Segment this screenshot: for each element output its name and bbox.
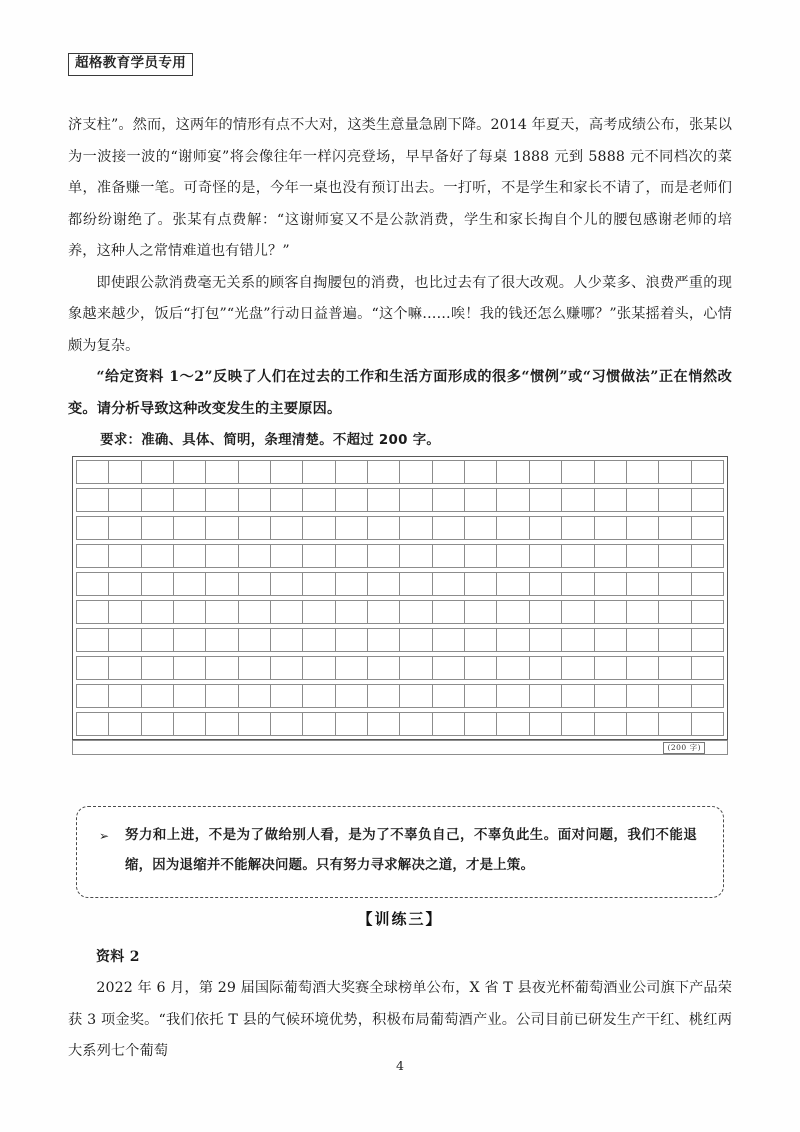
answer-grid-cell[interactable] (77, 657, 109, 680)
answer-grid-cell[interactable] (303, 601, 335, 624)
answer-grid-cell[interactable] (239, 489, 271, 512)
answer-grid-cell[interactable] (109, 657, 141, 680)
section-heading-training-three: 【训练三】 (357, 910, 443, 928)
answer-grid-cell[interactable] (368, 517, 400, 540)
answer-grid-cell[interactable] (368, 713, 400, 736)
answer-grid-cell[interactable] (174, 461, 206, 484)
answer-grid-cell[interactable] (530, 713, 562, 736)
answer-grid-cell[interactable] (174, 685, 206, 708)
body-text-block (68, 110, 732, 457)
answer-grid-row[interactable] (76, 684, 724, 708)
answer-grid-cell[interactable] (530, 601, 562, 624)
answer-grid-cell[interactable] (465, 657, 497, 680)
answer-grid-cell[interactable] (433, 545, 465, 568)
answer-grid-cell[interactable] (109, 461, 141, 484)
answer-grid-cell[interactable] (497, 601, 529, 624)
answer-grid-cell[interactable] (400, 601, 432, 624)
answer-grid-cell[interactable] (206, 685, 238, 708)
answer-grid-container (72, 456, 728, 755)
answer-grid-cell[interactable] (239, 461, 271, 484)
answer-grid-cell[interactable] (659, 545, 691, 568)
answer-grid-cell[interactable] (239, 657, 271, 680)
answer-grid-cell[interactable] (336, 713, 368, 736)
answer-grid-cell[interactable] (368, 601, 400, 624)
answer-grid-cell[interactable] (336, 629, 368, 652)
answer-grid-cell[interactable] (692, 713, 723, 736)
answer-grid-row[interactable] (76, 488, 724, 512)
answer-grid-cell[interactable] (239, 601, 271, 624)
answer-grid-cell[interactable] (206, 601, 238, 624)
answer-grid-cell[interactable] (336, 685, 368, 708)
answer-grid-footer (72, 740, 728, 755)
answer-grid-cell[interactable] (142, 713, 174, 736)
answer-grid-cell[interactable] (336, 489, 368, 512)
answer-grid-cell[interactable] (692, 517, 723, 540)
answer-grid-cell[interactable] (368, 685, 400, 708)
answer-grid-cell[interactable] (239, 685, 271, 708)
answer-grid-cell[interactable] (530, 685, 562, 708)
answer-grid-cell[interactable] (206, 545, 238, 568)
answer-grid-cell[interactable] (77, 713, 109, 736)
answer-grid-cell[interactable] (595, 657, 627, 680)
answer-grid-cell[interactable] (303, 517, 335, 540)
material-label: 资料 2 (96, 949, 140, 965)
answer-grid-cell[interactable] (142, 545, 174, 568)
answer-grid-cell[interactable] (659, 685, 691, 708)
answer-grid-cell[interactable] (303, 629, 335, 652)
answer-grid-cell[interactable] (692, 545, 723, 568)
answer-grid-cell[interactable] (562, 601, 594, 624)
answer-grid-cell[interactable] (400, 573, 432, 596)
header-stamp-container (68, 52, 193, 76)
answer-grid-cell[interactable] (497, 545, 529, 568)
answer-grid-cell[interactable] (627, 629, 659, 652)
answer-grid-cell[interactable] (530, 657, 562, 680)
answer-grid-cell[interactable] (303, 713, 335, 736)
answer-grid-cell[interactable] (368, 461, 400, 484)
answer-grid-cell[interactable] (627, 601, 659, 624)
tip-row (99, 821, 697, 881)
answer-grid-cell[interactable] (206, 517, 238, 540)
answer-grid-cell[interactable] (142, 573, 174, 596)
answer-grid-cell[interactable] (562, 489, 594, 512)
answer-grid-cell[interactable] (239, 713, 271, 736)
answer-grid-cell[interactable] (595, 573, 627, 596)
answer-grid-cell[interactable] (595, 685, 627, 708)
tip-text: 努力和上进，不是为了做给别人看，是为了不辜负自己，不辜负此生。面对问题，我们不能退缩，因为退缩并不能解决问题。只有努力寻求解决之道，才是上策。 (125, 828, 697, 873)
answer-grid-cell[interactable] (336, 545, 368, 568)
answer-grid-cell[interactable] (239, 517, 271, 540)
answer-grid-cell[interactable] (206, 489, 238, 512)
answer-grid-cell[interactable] (77, 629, 109, 652)
answer-grid-cell[interactable] (368, 629, 400, 652)
answer-grid-cell[interactable] (142, 629, 174, 652)
answer-grid-cell[interactable] (142, 685, 174, 708)
answer-grid-cell[interactable] (595, 601, 627, 624)
answer-grid-cell[interactable] (562, 657, 594, 680)
answer-grid-cell[interactable] (497, 489, 529, 512)
answer-grid-cell[interactable] (433, 685, 465, 708)
answer-grid-cell[interactable] (77, 573, 109, 596)
answer-grid-cell[interactable] (174, 657, 206, 680)
answer-grid-cell[interactable] (368, 657, 400, 680)
answer-grid-cell[interactable] (77, 489, 109, 512)
answer-grid-cell[interactable] (77, 685, 109, 708)
answer-grid-cell[interactable] (142, 657, 174, 680)
answer-grid-cell[interactable] (400, 713, 432, 736)
answer-grid-cell[interactable] (692, 685, 723, 708)
answer-grid-row[interactable] (76, 600, 724, 624)
header-stamp: 超格教育学员专用 (68, 53, 193, 76)
answer-grid-cell[interactable] (400, 517, 432, 540)
answer-grid-cell[interactable] (465, 461, 497, 484)
page-number: 4 (396, 1058, 404, 1073)
answer-grid-cell[interactable] (562, 517, 594, 540)
answer-grid-cell[interactable] (174, 517, 206, 540)
answer-grid-cell[interactable] (239, 545, 271, 568)
answer-grid-cell[interactable] (433, 629, 465, 652)
answer-grid-row[interactable] (76, 712, 724, 736)
answer-grid-cell[interactable] (206, 657, 238, 680)
answer-grid-cell[interactable] (627, 713, 659, 736)
answer-grid-cell[interactable] (400, 461, 432, 484)
answer-grid-cell[interactable] (77, 461, 109, 484)
answer-grid-cell[interactable] (562, 573, 594, 596)
arrow-bullet-icon: ➢ (99, 829, 110, 843)
answer-grid-row[interactable] (76, 516, 724, 540)
answer-grid-cell[interactable] (206, 713, 238, 736)
answer-grid-cell[interactable] (400, 545, 432, 568)
answer-grid-cell[interactable] (77, 517, 109, 540)
answer-grid-cell[interactable] (109, 713, 141, 736)
answer-grid-cell[interactable] (497, 685, 529, 708)
answer-grid-cell[interactable] (627, 545, 659, 568)
answer-grid-cell[interactable] (206, 629, 238, 652)
answer-grid-cell[interactable] (595, 489, 627, 512)
answer-grid-cell[interactable] (530, 461, 562, 484)
answer-grid-cell[interactable] (109, 545, 141, 568)
answer-grid-cell[interactable] (497, 657, 529, 680)
answer-grid-cell[interactable] (77, 545, 109, 568)
answer-grid-cell[interactable] (109, 629, 141, 652)
answer-grid-cell[interactable] (692, 601, 723, 624)
answer-grid-cell[interactable] (659, 489, 691, 512)
answer-grid-cell[interactable] (174, 545, 206, 568)
paragraph-self-pay-consumption: 即使跟公款消费毫无关系的顾客自掏腰包的消费，也比过去有了很大改观。人少菜多、浪费严重的现象越来越少，饭后“打包”“光盘”行动日益普遍。“这个嘛……唉！我的钱还怎么赚哪？”张某摇着头，心情颇为复杂。 (68, 274, 732, 354)
answer-grid-cell[interactable] (206, 461, 238, 484)
answer-grid-cell[interactable] (109, 517, 141, 540)
answer-grid-cell[interactable] (627, 489, 659, 512)
answer-grid-cell[interactable] (465, 517, 497, 540)
answer-grid-cell[interactable] (109, 573, 141, 596)
answer-grid-cell[interactable] (336, 461, 368, 484)
answer-grid-cell[interactable] (109, 489, 141, 512)
answer-grid-cell[interactable] (659, 629, 691, 652)
answer-grid-cell[interactable] (400, 629, 432, 652)
answer-grid-cell[interactable] (530, 517, 562, 540)
answer-grid[interactable] (72, 456, 728, 740)
answer-grid-cell[interactable] (77, 601, 109, 624)
answer-grid-cell[interactable] (400, 685, 432, 708)
answer-grid-cell[interactable] (433, 713, 465, 736)
answer-grid-cell[interactable] (303, 685, 335, 708)
answer-grid-cell[interactable] (627, 461, 659, 484)
answer-grid-cell[interactable] (627, 573, 659, 596)
answer-grid-cell[interactable] (562, 713, 594, 736)
answer-grid-cell[interactable] (497, 573, 529, 596)
requirement-note: 要求：准确、具体、简明，条理清楚。不超过 200 字。 (100, 433, 441, 448)
answer-grid-cell[interactable] (433, 461, 465, 484)
paragraph-continuation: 济支柱”。然而，这两年的情形有点不大对，这类生意量急剧下降。2014 年夏天，高考成绩公布，张某以为一波接一波的“谢师宴”将会像往年一样闪亮登场，早早备好了每桌 1888 元到 5888 元不同档次的菜单，准备赚一笔。可奇怪的是，今年一桌也没有预订出去。一打听，不是学生和家长不请了，而是老师们都纷纷谢绝了。张某有点费解：“这谢师宴又不是公款消费，学生和家长掏自个儿的腰包感谢老师的培养，这种人之常情难道也有错儿？” (68, 117, 732, 259)
answer-grid-cell[interactable] (271, 629, 303, 652)
answer-grid-cell[interactable] (433, 489, 465, 512)
answer-grid-cell[interactable] (659, 573, 691, 596)
answer-grid-cell[interactable] (303, 657, 335, 680)
answer-grid-cell[interactable] (271, 601, 303, 624)
answer-grid-cell[interactable] (336, 517, 368, 540)
answer-grid-cell[interactable] (368, 489, 400, 512)
answer-grid-row[interactable] (76, 628, 724, 652)
answer-grid-cell[interactable] (336, 657, 368, 680)
answer-grid-cell[interactable] (595, 461, 627, 484)
answer-grid-cell[interactable] (271, 685, 303, 708)
answer-grid-cell[interactable] (239, 573, 271, 596)
answer-grid-cell[interactable] (271, 713, 303, 736)
answer-grid-cell[interactable] (400, 489, 432, 512)
answer-grid-cell[interactable] (206, 573, 238, 596)
word-count-marker: (200 字) (663, 742, 705, 754)
answer-grid-cell[interactable] (174, 713, 206, 736)
answer-grid-cell[interactable] (142, 489, 174, 512)
answer-grid-cell[interactable] (497, 461, 529, 484)
answer-grid-cell[interactable] (497, 713, 529, 736)
answer-grid-cell[interactable] (692, 489, 723, 512)
answer-grid-cell[interactable] (174, 489, 206, 512)
answer-grid-cell[interactable] (692, 573, 723, 596)
answer-grid-cell[interactable] (659, 713, 691, 736)
answer-grid-cell[interactable] (271, 573, 303, 596)
answer-grid-cell[interactable] (271, 657, 303, 680)
answer-grid-cell[interactable] (368, 545, 400, 568)
answer-grid-cell[interactable] (627, 517, 659, 540)
answer-grid-cell[interactable] (271, 545, 303, 568)
answer-grid-cell[interactable] (627, 685, 659, 708)
answer-grid-cell[interactable] (530, 629, 562, 652)
answer-grid-cell[interactable] (562, 629, 594, 652)
answer-grid-cell[interactable] (465, 573, 497, 596)
answer-grid-cell[interactable] (433, 517, 465, 540)
answer-grid-cell[interactable] (433, 657, 465, 680)
answer-grid-cell[interactable] (562, 685, 594, 708)
tip-box (76, 806, 724, 898)
answer-grid-cell[interactable] (692, 461, 723, 484)
answer-grid-cell[interactable] (400, 657, 432, 680)
answer-grid-cell[interactable] (174, 573, 206, 596)
answer-grid-cell[interactable] (336, 573, 368, 596)
question-prompt: “给定资料 1～2”反映了人们在过去的工作和生活方面形成的很多“惯例”或“习惯做法”正在悄然改变。请分析导致这种改变发生的主要原因。 (68, 369, 732, 417)
answer-grid-cell[interactable] (595, 629, 627, 652)
answer-grid-cell[interactable] (303, 461, 335, 484)
answer-grid-row[interactable] (76, 460, 724, 484)
answer-grid-cell[interactable] (497, 629, 529, 652)
answer-grid-cell[interactable] (271, 489, 303, 512)
answer-grid-cell[interactable] (142, 517, 174, 540)
answer-grid-row[interactable] (76, 656, 724, 680)
paragraph-wine-award: 2022 年 6 月，第 29 届国际葡萄酒大奖赛全球榜单公布，X 省 T 县夜光杯葡萄酒业公司旗下产品荣获 3 项金奖。“我们依托 T 县的气候环境优势，积极布局葡萄酒产业。公司目前已研发生产干红、桃红两大系列七个葡萄 (68, 980, 732, 1059)
answer-grid-cell[interactable] (627, 657, 659, 680)
answer-grid-cell[interactable] (465, 601, 497, 624)
answer-grid-cell[interactable] (465, 713, 497, 736)
answer-grid-cell[interactable] (433, 601, 465, 624)
section2-block (68, 942, 732, 1068)
answer-grid-cell[interactable] (465, 489, 497, 512)
answer-grid-cell[interactable] (595, 545, 627, 568)
answer-grid-cell[interactable] (303, 573, 335, 596)
answer-grid-cell[interactable] (465, 685, 497, 708)
answer-grid-cell[interactable] (336, 601, 368, 624)
answer-grid-cell[interactable] (142, 601, 174, 624)
answer-grid-cell[interactable] (271, 461, 303, 484)
answer-grid-cell[interactable] (303, 489, 335, 512)
answer-grid-cell[interactable] (692, 657, 723, 680)
answer-grid-cell[interactable] (142, 461, 174, 484)
answer-grid-cell[interactable] (595, 713, 627, 736)
answer-grid-cell[interactable] (174, 601, 206, 624)
answer-grid-cell[interactable] (433, 573, 465, 596)
answer-grid-cell[interactable] (595, 517, 627, 540)
answer-grid-cell[interactable] (659, 657, 691, 680)
answer-grid-cell[interactable] (239, 629, 271, 652)
answer-grid-cell[interactable] (368, 573, 400, 596)
answer-grid-cell[interactable] (659, 461, 691, 484)
answer-grid-cell[interactable] (562, 545, 594, 568)
answer-grid-cell[interactable] (659, 517, 691, 540)
answer-grid-cell[interactable] (530, 489, 562, 512)
answer-grid-cell[interactable] (497, 517, 529, 540)
answer-grid-row[interactable] (76, 572, 724, 596)
answer-grid-cell[interactable] (465, 545, 497, 568)
answer-grid-cell[interactable] (530, 545, 562, 568)
answer-grid-cell[interactable] (303, 545, 335, 568)
answer-grid-cell[interactable] (174, 629, 206, 652)
answer-grid-cell[interactable] (109, 685, 141, 708)
answer-grid-cell[interactable] (659, 601, 691, 624)
answer-grid-cell[interactable] (271, 517, 303, 540)
answer-grid-cell[interactable] (530, 573, 562, 596)
answer-grid-cell[interactable] (692, 629, 723, 652)
answer-grid-row[interactable] (76, 544, 724, 568)
answer-grid-cell[interactable] (109, 601, 141, 624)
answer-grid-cell[interactable] (562, 461, 594, 484)
answer-grid-cell[interactable] (465, 629, 497, 652)
